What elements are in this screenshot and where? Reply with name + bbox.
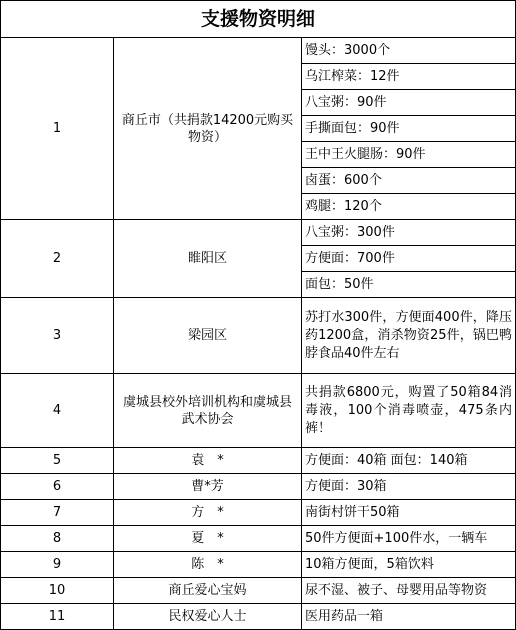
row-number: 7 — [1, 500, 114, 526]
title-row — [1, 1, 516, 38]
item-cell: 王中王火腿肠：90件 — [302, 142, 516, 168]
item-cell: 面包：50件 — [302, 272, 516, 298]
row-number: 3 — [1, 298, 114, 374]
item-cell: 50件方便面+100件水，一辆车 — [302, 526, 516, 552]
table-row — [1, 500, 516, 526]
donor-name: 睢阳区 — [114, 220, 302, 298]
table-row — [1, 374, 516, 448]
row-number: 4 — [1, 374, 114, 448]
item-cell: 共捐款6800元，购置了50箱84消毒液，100个消毒喷壶，475条内裤！ — [302, 374, 516, 448]
donor-name: 陈 * — [114, 552, 302, 578]
donor-name: 夏 * — [114, 526, 302, 552]
table-row — [1, 298, 516, 374]
item-cell: 10箱方便面，5箱饮料 — [302, 552, 516, 578]
donor-name: 商丘市（共捐款14200元购买物资） — [114, 38, 302, 220]
item-cell: 方便面：700件 — [302, 246, 516, 272]
row-number: 9 — [1, 552, 114, 578]
donor-name: 虞城县校外培训机构和虞城县武术协会 — [114, 374, 302, 448]
item-cell: 方便面：40箱 面包：140箱 — [302, 448, 516, 474]
item-cell: 苏打水300件，方便面400件，降压药1200盒，消杀物资25件，锅巴鸭脖食品40件左右 — [302, 298, 516, 374]
item-cell: 乌江榨菜：12件 — [302, 64, 516, 90]
item-cell: 鸡腿：120个 — [302, 194, 516, 220]
table-row — [1, 38, 516, 64]
table-row — [1, 526, 516, 552]
item-cell: 方便面：30箱 — [302, 474, 516, 500]
table-row — [1, 604, 516, 630]
row-number: 10 — [1, 578, 114, 604]
row-number: 11 — [1, 604, 114, 630]
donor-name: 民权爱心人士 — [114, 604, 302, 630]
row-number: 1 — [1, 38, 114, 220]
donor-name: 商丘爱心宝妈 — [114, 578, 302, 604]
row-number: 6 — [1, 474, 114, 500]
table-row — [1, 220, 516, 246]
table-row — [1, 578, 516, 604]
donor-name: 梁园区 — [114, 298, 302, 374]
item-cell: 尿不湿、被子、母婴用品等物资 — [302, 578, 516, 604]
item-cell: 医用药品一箱 — [302, 604, 516, 630]
table-title: 支援物资明细 — [1, 1, 516, 38]
donor-name: 方 * — [114, 500, 302, 526]
row-number: 5 — [1, 448, 114, 474]
table-row — [1, 448, 516, 474]
item-cell: 手撕面包：90件 — [302, 116, 516, 142]
donor-name: 袁 * — [114, 448, 302, 474]
table-row — [1, 474, 516, 500]
donor-name: 曹*芳 — [114, 474, 302, 500]
item-cell: 八宝粥：90件 — [302, 90, 516, 116]
item-cell: 馒头：3000个 — [302, 38, 516, 64]
row-number: 2 — [1, 220, 114, 298]
item-cell: 南街村饼干50箱 — [302, 500, 516, 526]
item-cell: 卤蛋：600个 — [302, 168, 516, 194]
item-cell: 八宝粥：300件 — [302, 220, 516, 246]
table-row — [1, 552, 516, 578]
row-number: 8 — [1, 526, 114, 552]
